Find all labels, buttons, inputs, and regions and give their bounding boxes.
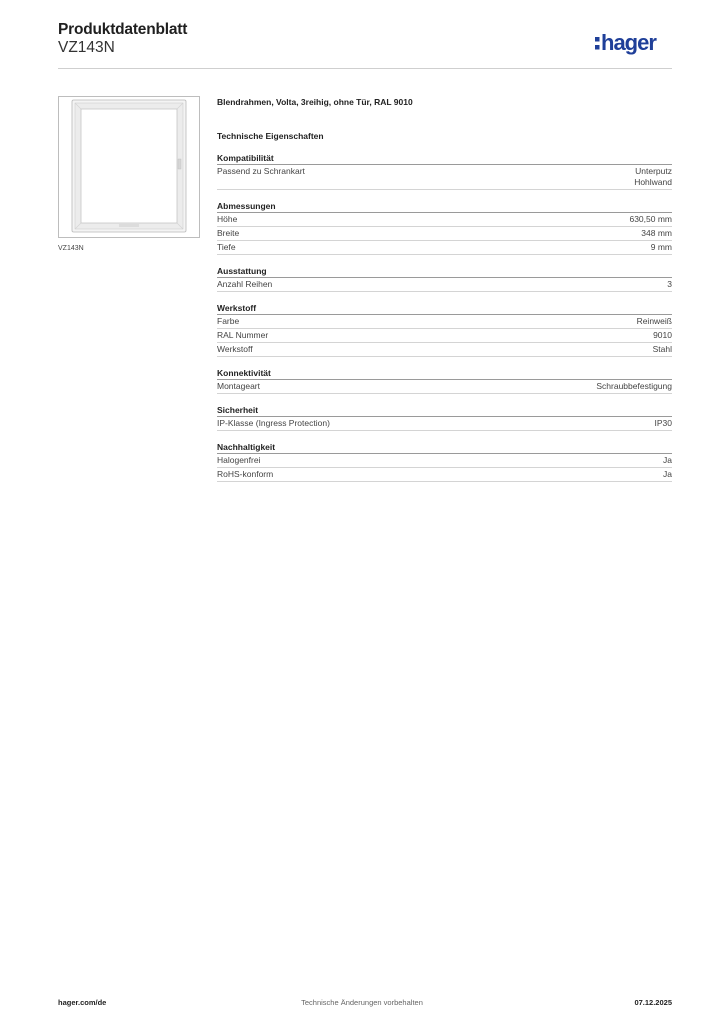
section-title: Werkstoff: [217, 302, 672, 315]
property-value: [634, 166, 672, 188]
product-code: VZ143N: [58, 39, 115, 56]
property-value: [667, 279, 672, 290]
property-row: [217, 380, 672, 394]
property-section: [217, 200, 672, 255]
property-row: [217, 343, 672, 357]
property-value: [637, 316, 672, 327]
property-sections: [217, 152, 672, 482]
property-value-line: 3: [667, 279, 672, 289]
property-label: RoHS-konform: [217, 469, 274, 479]
property-section: [217, 367, 672, 394]
logo-dot-top: [595, 37, 600, 42]
property-value: [651, 242, 672, 253]
property-value-line: IP30: [654, 418, 672, 428]
property-value-line: 630,50 mm: [629, 214, 672, 224]
product-name: Blendrahmen, Volta, 3reihig, ohne Tür, RAL 9010: [217, 97, 413, 107]
property-section: [217, 265, 672, 292]
property-value: [663, 469, 672, 480]
tech-properties-heading: Technische Eigenschaften: [217, 131, 324, 141]
property-value: [596, 381, 672, 392]
property-label: Werkstoff: [217, 344, 253, 354]
property-label: Passend zu Schrankart: [217, 166, 305, 176]
property-row: [217, 315, 672, 329]
hager-logo: [594, 29, 674, 59]
property-section: [217, 302, 672, 357]
section-title: Sicherheit: [217, 404, 672, 417]
property-value-line: Unterputz: [635, 166, 672, 176]
property-section: [217, 152, 672, 190]
property-value: [641, 228, 672, 239]
property-value-line: 9 mm: [650, 242, 672, 252]
property-value-line: Stahl: [652, 344, 672, 354]
header-divider: [58, 68, 672, 69]
logo-text: hager: [601, 30, 656, 55]
document-title: Produktdatenblatt: [58, 21, 188, 38]
property-label: Farbe: [217, 316, 240, 326]
property-label: Anzahl Reihen: [217, 279, 273, 289]
section-title: Abmessungen: [217, 200, 672, 213]
property-section: [217, 404, 672, 431]
property-label: Halogenfrei: [217, 455, 261, 465]
logo-dot-bottom: [595, 45, 600, 50]
property-value-line: Hohlwand: [634, 177, 672, 187]
property-row: [217, 165, 672, 190]
frame-icon: [59, 97, 199, 237]
property-label: Höhe: [217, 214, 238, 224]
section-title: Kompatibilität: [217, 152, 672, 165]
property-value: [655, 418, 673, 429]
section-title: Ausstattung: [217, 265, 672, 278]
section-title: Nachhaltigkeit: [217, 441, 672, 454]
property-label: RAL Nummer: [217, 330, 269, 340]
property-value: [653, 344, 672, 355]
property-row: [217, 241, 672, 255]
property-value-line: Schraubbefestigung: [596, 381, 672, 391]
property-value-line: 348 mm: [641, 228, 672, 238]
footer-notice: Technische Änderungen vorbehalten: [301, 998, 423, 1007]
property-row: [217, 213, 672, 227]
property-label: IP-Klasse (Ingress Protection): [217, 418, 330, 428]
property-section: [217, 441, 672, 482]
property-value: [663, 455, 672, 466]
content-area: [217, 96, 672, 492]
property-value-line: Ja: [663, 455, 672, 465]
property-value-line: Ja: [663, 469, 672, 479]
property-row: [217, 278, 672, 292]
section-title: Konnektivität: [217, 367, 672, 380]
property-value-line: Reinweiß: [636, 316, 672, 326]
footer-website: hager.com/de: [58, 998, 107, 1007]
property-row: [217, 227, 672, 241]
property-row: [217, 454, 672, 468]
property-row: [217, 329, 672, 343]
property-label: Montageart: [217, 381, 260, 391]
property-row: [217, 417, 672, 431]
property-label: Tiefe: [217, 242, 236, 252]
property-row: [217, 468, 672, 482]
footer-date: 07.12.2025: [634, 998, 672, 1007]
property-value: [653, 330, 672, 341]
property-label: Breite: [217, 228, 240, 238]
product-image: [58, 96, 200, 238]
property-value: [629, 214, 672, 225]
property-value-line: 9010: [653, 330, 672, 340]
image-caption: VZ143N: [58, 245, 84, 252]
